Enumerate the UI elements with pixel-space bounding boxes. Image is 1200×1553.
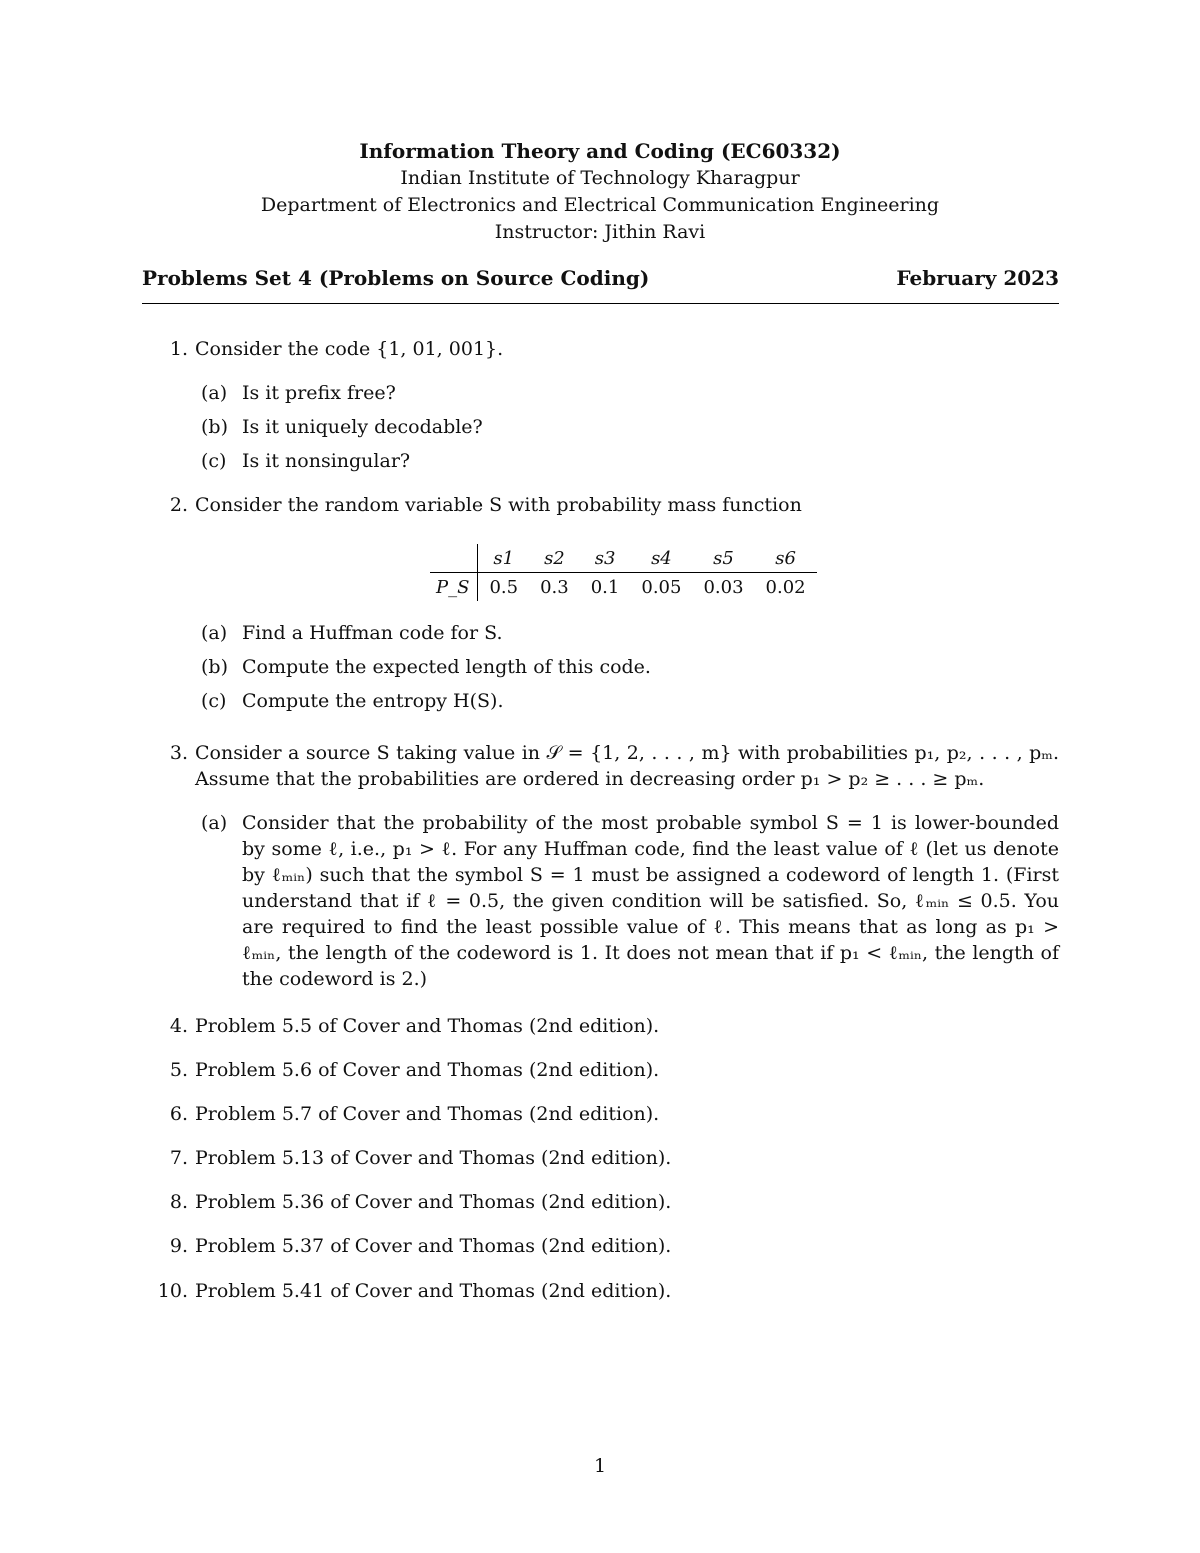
problem-stem: Consider a source S taking value in 𝒮 = {1, 2, . . . , m} with probabilities p₁, p₂, . . . , pₘ. Assume that the probabilities are ordered in decreasing order p₁ > p₂ ≥ . . . ≥ pₘ. xyxy=(195,742,1059,790)
pmf-probability-cell: 0.03 xyxy=(703,576,744,598)
problem-number: 9. xyxy=(169,1235,188,1257)
problem-stem: Consider the code {1, 01, 001}. xyxy=(195,338,504,360)
problem-number: 1. xyxy=(169,338,188,360)
pmf-probability-cell: 0.1 xyxy=(590,576,620,598)
pmf-symbol-cell: s3 xyxy=(580,544,631,573)
problem-stem: Consider the random variable S with probability mass function xyxy=(195,494,802,516)
pmf-symbol-cell: s5 xyxy=(692,544,754,573)
header-divider xyxy=(142,303,1059,304)
subpart-label: (a) xyxy=(201,382,228,404)
problem-text: Problem 5.13 of Cover and Thomas (2nd edition). xyxy=(195,1147,672,1169)
subpart-label: (a) xyxy=(201,622,228,644)
pmf-probability-cell: 0.5 xyxy=(489,576,519,598)
problem-number: 2. xyxy=(169,494,188,516)
pmf-probability-cell: 0.3 xyxy=(540,576,569,598)
problem-text: Problem 5.6 of Cover and Thomas (2nd edition). xyxy=(195,1059,660,1081)
problem-text: Problem 5.37 of Cover and Thomas (2nd edition). xyxy=(195,1235,672,1257)
problem-text: Problem 5.36 of Cover and Thomas (2nd edition). xyxy=(195,1191,672,1213)
problem-number: 3. xyxy=(169,742,188,764)
pmf-probability-cell: 0.05 xyxy=(641,576,682,598)
problem-number: 10. xyxy=(157,1280,188,1302)
instructor-name: Instructor: Jithin Ravi xyxy=(494,221,706,243)
department-name: Department of Electronics and Electrical Communication Engineering xyxy=(260,194,940,216)
subpart-text: Is it nonsingular? xyxy=(242,450,411,472)
subpart-label: (b) xyxy=(201,656,228,678)
institute-name: Indian Institute of Technology Kharagpur xyxy=(400,167,800,189)
pmf-symbol-cell: s4 xyxy=(630,544,692,573)
subpart-text: Compute the expected length of this code. xyxy=(242,656,651,678)
pmf-symbol-cell: s2 xyxy=(529,544,580,573)
problem-text: Problem 5.7 of Cover and Thomas (2nd edition). xyxy=(195,1103,660,1125)
subpart-text: Consider that the probability of the most probable symbol S = 1 is lower-bounded by some ℓ, i.e., p₁ > ℓ. For any Huffman code, find the least value of ℓ (let us denote by ℓₘᵢₙ) such that the symbol S = 1 must be assigned a codeword of length 1. (First understand that if ℓ = 0.5, the given condition will be satisfied. So, ℓₘᵢₙ ≤ 0.5. You are required to find the least possible value of ℓ. This means that as long as p₁ > ℓₘᵢₙ, the length of the codeword is 1. It does not mean that if p₁ < ℓₘᵢₙ, the length of the codeword is 2.) xyxy=(242,812,1059,990)
pmf-row-label: P_S xyxy=(430,573,478,602)
document-header xyxy=(0,138,1200,246)
subpart-label: (a) xyxy=(201,812,228,834)
pmf-probability-cell: 0.02 xyxy=(765,576,806,598)
problem-number: 8. xyxy=(169,1191,188,1213)
problem-set-heading xyxy=(142,266,1059,296)
problem-text: Problem 5.5 of Cover and Thomas (2nd edition). xyxy=(195,1015,660,1037)
problem-number: 5. xyxy=(169,1059,188,1081)
subpart-label: (c) xyxy=(201,690,227,712)
problem-text: Problem 5.41 of Cover and Thomas (2nd edition). xyxy=(195,1280,672,1302)
subpart-label: (c) xyxy=(201,450,227,472)
pmf-symbol-row xyxy=(430,544,817,573)
pmf-table xyxy=(430,544,817,601)
page-number: 1 xyxy=(593,1455,607,1477)
subpart-text: Is it uniquely decodable? xyxy=(242,416,483,438)
subpart-label: (b) xyxy=(201,416,228,438)
problem-number: 4. xyxy=(169,1015,188,1037)
pmf-probability-row xyxy=(430,573,817,602)
problem-set-date: February 2023 xyxy=(896,266,1059,290)
problem-number: 6. xyxy=(169,1103,188,1125)
subpart-text: Find a Huffman code for S. xyxy=(242,622,503,644)
subpart-text: Compute the entropy H(S). xyxy=(242,690,504,712)
pmf-symbol-cell: s6 xyxy=(755,544,817,573)
subpart-text: Is it prefix free? xyxy=(242,382,396,404)
problem-number: 7. xyxy=(169,1147,188,1169)
problem-set-title: Problems Set 4 (Problems on Source Coding) xyxy=(142,266,650,290)
pmf-corner-cell xyxy=(430,544,478,573)
course-title: Information Theory and Coding (EC60332) xyxy=(359,139,841,163)
pmf-symbol-cell: s1 xyxy=(478,544,529,573)
